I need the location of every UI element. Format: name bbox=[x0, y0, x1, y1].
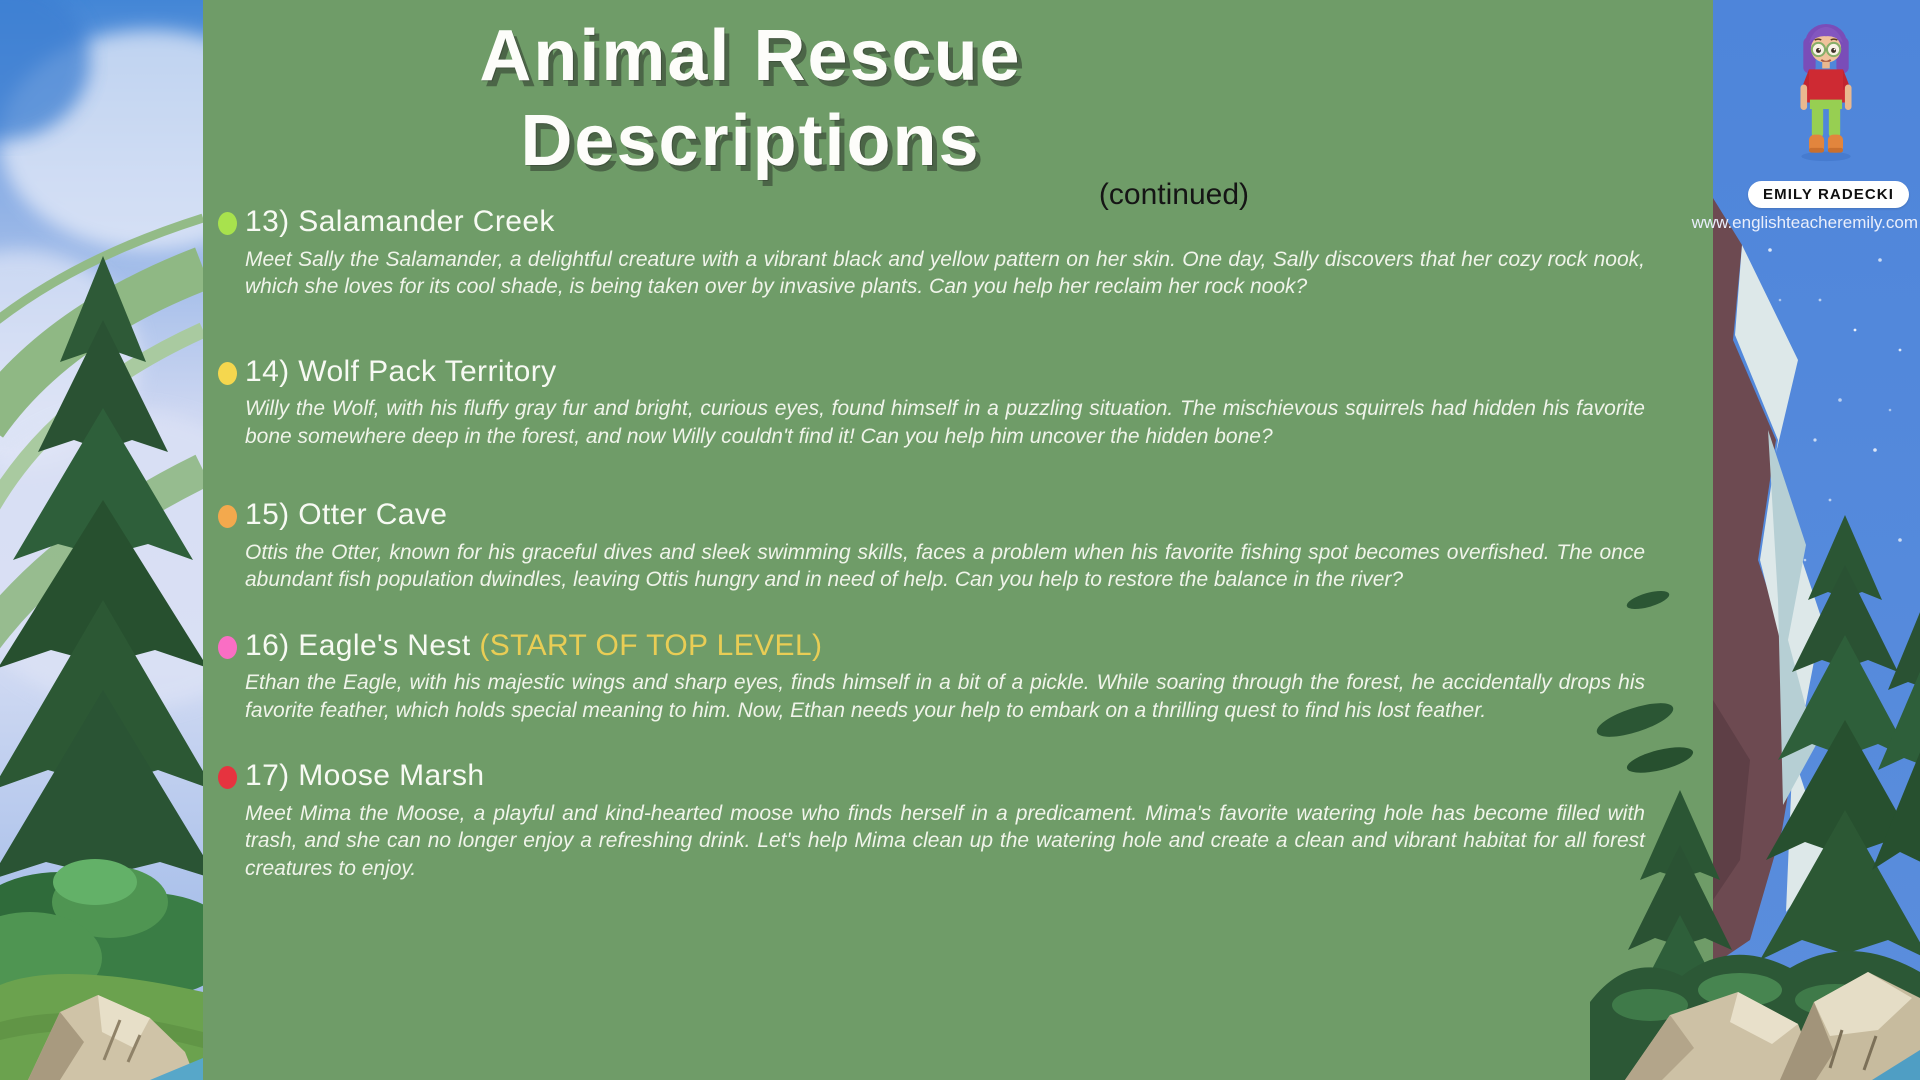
list-item bbox=[245, 353, 1645, 451]
list-item bbox=[245, 627, 1645, 725]
item-heading-text: 16) Eagle's Nest bbox=[245, 628, 471, 662]
branding-block bbox=[1690, 0, 1920, 240]
bullet-dot-icon bbox=[218, 505, 237, 528]
item-heading-text: 15) Otter Cave bbox=[245, 498, 448, 531]
page-subtitle: (continued) bbox=[1098, 177, 1249, 211]
item-heading-highlight: (START OF TOP LEVEL) bbox=[479, 628, 823, 662]
item-description: Meet Mima the Moose, a playful and kind-hearted moose who finds herself in a predicament. Mima's favorite watering hole has become filled with trash, and she can no longer enjoy a refreshing drink. Let's help Mima clean up the watering hole and create a clean and vibrant habitat for all forest creatures to enjoy. bbox=[245, 801, 1645, 880]
item-heading bbox=[245, 496, 1645, 534]
item-heading bbox=[245, 203, 1645, 241]
item-description: Ethan the Eagle, with his majestic wings and sharp eyes, finds himself in a bit of a pickle. While soaring through the forest, he accidentally drops his favorite feather, which holds special meaning to him. Now, Ethan needs your help to embark on a thrilling quest to find his lost feather. bbox=[245, 671, 1645, 722]
item-heading bbox=[245, 627, 1645, 665]
item-description: Meet Sally the Salamander, a delightful creature with a vibrant black and yellow pattern on her skin. One day, Sally discovers that her cozy rock nook, which she loves for its cool shade, is being taken over by invasive plants. Can you help her reclaim her rock nook? bbox=[245, 247, 1645, 298]
content-panel bbox=[203, 0, 1713, 1080]
item-heading-text: 17) Moose Marsh bbox=[245, 759, 485, 792]
bullet-dot-icon bbox=[218, 212, 237, 235]
author-website: www.englishteacheremily.com bbox=[1691, 213, 1918, 232]
forest-scene-left bbox=[0, 0, 203, 1080]
list-item bbox=[245, 203, 1645, 301]
item-description: Ottis the Otter, known for his graceful dives and sleek swimming skills, faces a problem when his favorite fishing spot becomes overfished. The once abundant fish population dwindles, leaving Ottis hungry and in need of help. Can you help to restore the balance in the river? bbox=[245, 540, 1645, 591]
item-heading-text: 14) Wolf Pack Territory bbox=[245, 354, 557, 388]
list-item bbox=[245, 496, 1645, 594]
bullet-dot-icon bbox=[218, 362, 237, 385]
teacher-avatar bbox=[1774, 12, 1878, 174]
bullet-dot-icon bbox=[218, 766, 237, 789]
item-heading-text: 13) Salamander Creek bbox=[245, 205, 555, 238]
rescue-list bbox=[245, 203, 1645, 882]
slide-header bbox=[248, 14, 1253, 212]
item-heading bbox=[245, 353, 1645, 391]
list-item bbox=[245, 757, 1645, 882]
author-name-badge: EMILY RADECKI bbox=[1748, 181, 1909, 208]
bullet-dot-icon bbox=[218, 636, 237, 659]
item-description: Willy the Wolf, with his fluffy gray fur and bright, curious eyes, found himself in a puzzling situation. The mischievous squirrels had hidden his favorite bone somewhere deep in the forest, and now Willy couldn't find it! Can you help him uncover the hidden bone? bbox=[245, 397, 1645, 448]
page-title: Animal Rescue Descriptions bbox=[479, 16, 1022, 181]
item-heading bbox=[245, 757, 1645, 795]
